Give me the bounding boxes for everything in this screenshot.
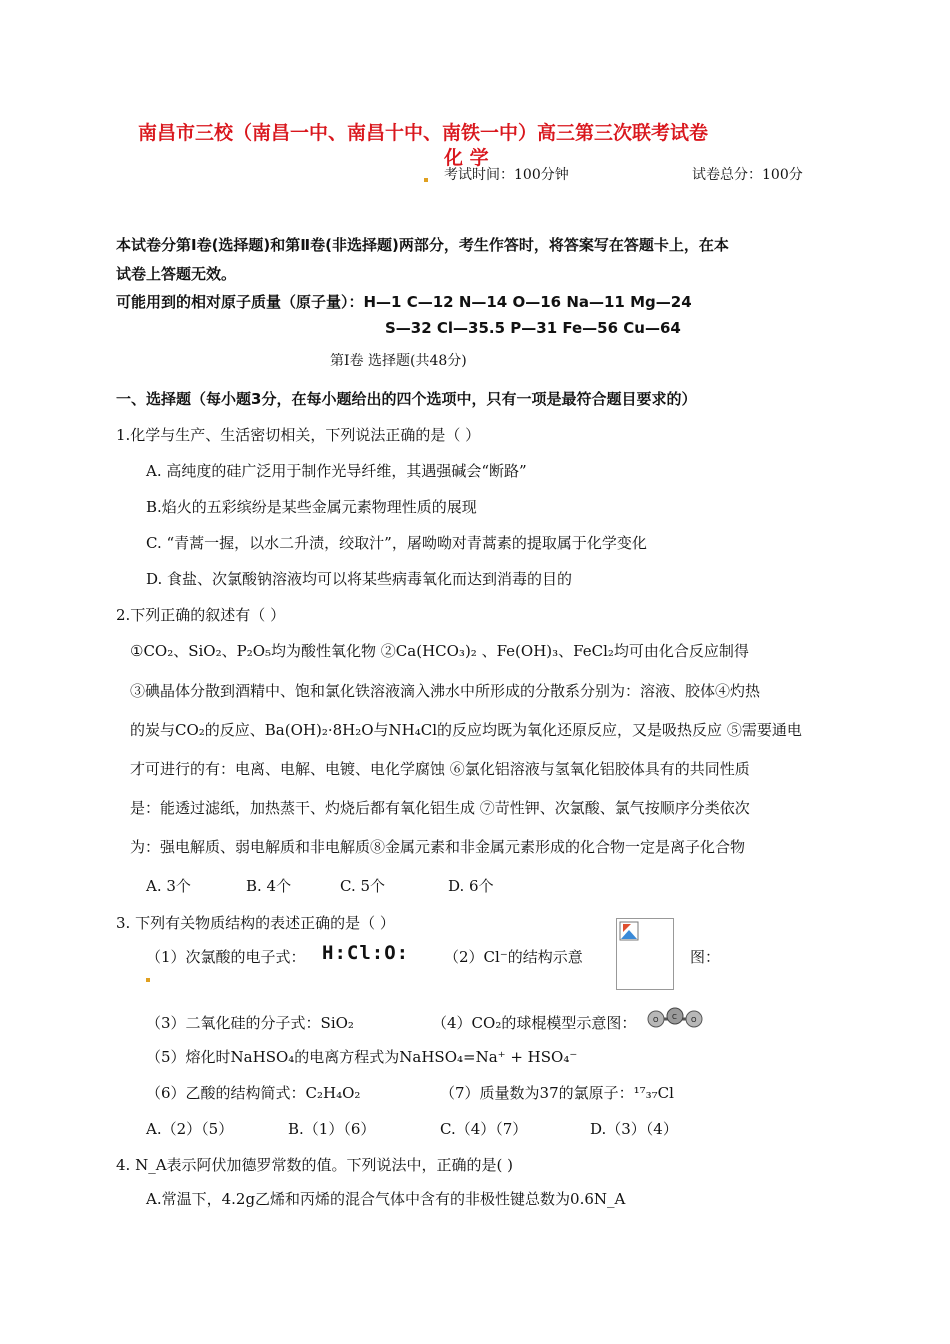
q1-option-b: B.焰火的五彩缤纷是某些金属元素物理性质的展现 bbox=[146, 498, 477, 516]
q2-line-5: 是：能透过滤纸，加热蒸干、灼烧后都有氧化铝生成 ⑦苛性钾、次氯酸、氯气按顺序分类依次 bbox=[130, 799, 750, 817]
q1-option-a: A. 高纯度的硅广泛用于制作光导纤维，其遇强碱会“断路” bbox=[146, 462, 527, 480]
svg-text:O: O bbox=[653, 1016, 659, 1024]
exam-time: 考试时间：100分钟 bbox=[444, 167, 569, 183]
q3-item-1-label: （1）次氯酸的电子式： bbox=[146, 948, 306, 966]
q2-option-d: D. 6个 bbox=[448, 877, 494, 895]
q3-option-a: A.（2）（5） bbox=[146, 1120, 234, 1138]
q3-stem: 3. 下列有关物质结构的表述正确的是（ ） bbox=[116, 914, 395, 932]
q3-item-7: （7）质量数为37的氯原子：¹⁷₃₇Cl bbox=[440, 1084, 674, 1102]
svg-text:O: O bbox=[691, 1016, 697, 1024]
q2-line-4: 才可进行的有：电离、电解、电镀、电化学腐蚀 ⑥氯化铝溶液与氢氧化铝胶体具有的共同性质 bbox=[130, 760, 750, 778]
q4-stem: 4. N_A表示阿伏加德罗常数的值。下列说法中，正确的是( ) bbox=[116, 1156, 514, 1174]
q3-item-3: （3）二氧化硅的分子式：SiO₂ bbox=[146, 1014, 354, 1032]
q2-stem: 2.下列正确的叙述有（ ） bbox=[116, 606, 286, 624]
q3-option-b: B.（1）（6） bbox=[288, 1120, 376, 1138]
q2-line-3: 的炭与CO₂的反应、Ba(OH)₂·8H₂O与NH₄Cl的反应均既为氧化还原反应，又是吸热反应 ⑤需要通电 bbox=[130, 721, 802, 739]
q1-stem: 1.化学与生产、生活密切相关，下列说法正确的是（ ） bbox=[116, 426, 481, 444]
intro-line-2: 试卷上答题无效。 bbox=[116, 265, 237, 283]
q2-option-b: B. 4个 bbox=[246, 877, 292, 895]
q2-option-c: C. 5个 bbox=[340, 877, 386, 895]
hclo-electron-formula: H:Cl:O: bbox=[322, 942, 410, 964]
q1-option-c: C. “青蒿一握，以水二升渍，绞取汁”，屠呦呦对青蒿素的提取属于化学变化 bbox=[146, 534, 647, 552]
q2-line-6: 为：强电解质、弱电解质和非电解质⑧金属元素和非金属元素形成的化合物一定是离子化合物 bbox=[130, 838, 746, 856]
section-1-title: 一、选择题（每小题3分，在每小题给出的四个选项中，只有一项是最符合题目要求的） bbox=[116, 390, 697, 408]
subject-title: 化 学 bbox=[444, 147, 489, 169]
q1-option-d: D. 食盐、次氯酸钠溶液均可以将某些病毒氧化而达到消毒的目的 bbox=[146, 570, 573, 588]
q2-line-2: ③碘晶体分散到酒精中、饱和氯化铁溶液滴入沸水中所形成的分散系分别为：溶液、胶体④灼热 bbox=[130, 682, 761, 700]
q3-option-d: D.（3）（4） bbox=[590, 1120, 678, 1138]
atomic-mass-line-2: S—32 Cl—35.5 P—31 Fe—56 Cu—64 bbox=[385, 319, 681, 337]
decor-dot bbox=[146, 978, 150, 982]
q2-line-1: ①CO₂、SiO₂、P₂O₅均为酸性氧化物 ②Ca(HCO₃)₂ 、Fe(OH)₃、FeCl₂均可由化合反应制得 bbox=[130, 642, 749, 660]
co2-ball-stick-model-icon bbox=[644, 1006, 706, 1028]
atomic-mass-line-1: 可能用到的相对原子质量（原子量）：H—1 C—12 N—14 O—16 Na—11 Mg—24 bbox=[116, 293, 692, 311]
q3-item-4: （4）CO₂的球棍模型示意图： bbox=[432, 1014, 637, 1032]
q3-item-6: （6）乙酸的结构简式：C₂H₄O₂ bbox=[146, 1084, 361, 1102]
intro-line-1: 本试卷分第Ⅰ卷(选择题)和第Ⅱ卷(非选择题)两部分，考生作答时，将答案写在答题卡上，在本 bbox=[116, 236, 729, 254]
part-1-title: 第Ⅰ卷 选择题(共48分) bbox=[330, 353, 467, 369]
broken-image-icon bbox=[619, 921, 639, 941]
decor-dot bbox=[424, 178, 428, 182]
q3-option-c: C.（4）（7） bbox=[440, 1120, 528, 1138]
q3-item-5: （5）熔化时NaHSO₄的电离方程式为NaHSO₄=Na⁺ + HSO₄⁻ bbox=[146, 1048, 578, 1066]
q2-option-a: A. 3个 bbox=[146, 877, 191, 895]
q4-option-a: A.常温下，4.2g乙烯和丙烯的混合气体中含有的非极性键总数为0.6N_A bbox=[146, 1190, 626, 1208]
total-score: 试卷总分：100分 bbox=[692, 167, 803, 183]
exam-title: 南昌市三校（南昌一中、南昌十中、南铁一中）高三第三次联考试卷 bbox=[138, 122, 709, 144]
svg-text:C: C bbox=[672, 1013, 677, 1021]
chlorine-ion-structure-image bbox=[616, 918, 674, 990]
q3-item-2-label: （2）Cl⁻的结构示意 bbox=[444, 948, 583, 966]
q3-item-2-tail: 图： bbox=[690, 948, 721, 966]
